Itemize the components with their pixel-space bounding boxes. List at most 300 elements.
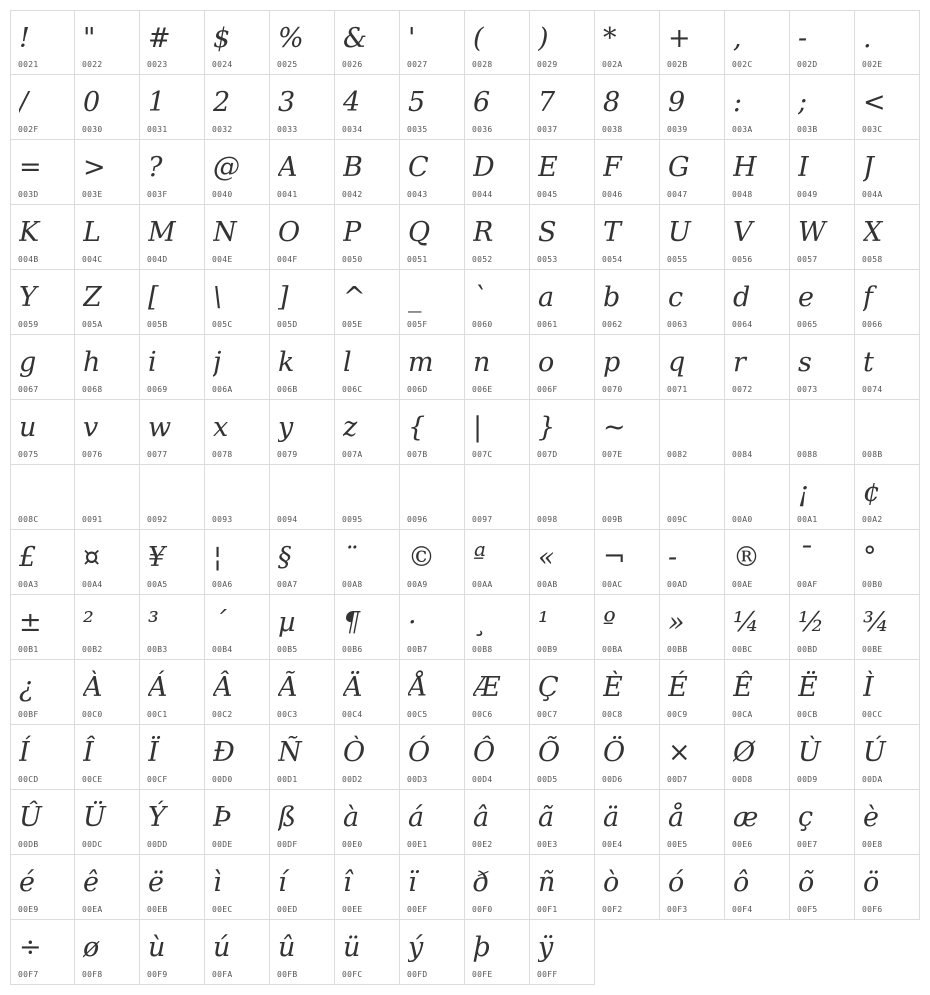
glyph-cell[interactable] (335, 10, 400, 75)
glyph-cell[interactable] (400, 790, 465, 855)
glyph-cell[interactable] (595, 140, 660, 205)
glyph-cell[interactable] (530, 75, 595, 140)
glyph-cell[interactable] (335, 270, 400, 335)
glyph-cell[interactable] (205, 790, 270, 855)
glyph-cell[interactable] (660, 335, 725, 400)
glyph-sample: 4 (343, 87, 361, 118)
glyph-sample: ô (733, 867, 750, 898)
glyph-code-label: 0095 (342, 515, 363, 524)
glyph-cell[interactable] (270, 530, 335, 595)
glyph-cell[interactable] (465, 660, 530, 725)
glyph-sample (733, 406, 787, 450)
glyph-cell[interactable] (725, 10, 790, 75)
glyph-cell[interactable] (725, 400, 790, 465)
glyph-code-label: 006E (472, 385, 493, 394)
glyph-cell[interactable] (400, 855, 465, 920)
glyph-cell[interactable] (75, 530, 140, 595)
glyph-cell[interactable] (140, 595, 205, 660)
glyph-code-label: 00E7 (797, 840, 818, 849)
glyph-sample: m (408, 347, 434, 378)
glyph-cell[interactable] (205, 855, 270, 920)
glyph-cell[interactable] (855, 10, 920, 75)
glyph-cell[interactable] (205, 595, 270, 660)
glyph-cell[interactable] (790, 335, 855, 400)
glyph-cell[interactable] (465, 140, 530, 205)
glyph-cell[interactable] (140, 10, 205, 75)
glyph-cell[interactable] (725, 855, 790, 920)
glyph-cell[interactable] (140, 140, 205, 205)
glyph-code-label: 0056 (732, 255, 753, 264)
glyph-cell[interactable] (335, 595, 400, 660)
glyph-cell[interactable] (725, 270, 790, 335)
glyph-cell[interactable] (855, 595, 920, 660)
glyph-cell[interactable] (75, 10, 140, 75)
glyph-cell[interactable] (400, 140, 465, 205)
glyph-cell[interactable] (530, 660, 595, 725)
glyph-cell[interactable] (595, 400, 660, 465)
glyph-code-label: 00F0 (472, 905, 493, 914)
glyph-code-label: 00C6 (472, 710, 493, 719)
glyph-code-label: 002E (862, 60, 883, 69)
glyph-sample: Ö (603, 737, 626, 768)
glyph-cell[interactable] (595, 75, 660, 140)
glyph-sample: _ (408, 282, 422, 313)
glyph-cell[interactable] (75, 725, 140, 790)
glyph-cell[interactable] (140, 920, 205, 985)
glyph-cell[interactable] (10, 10, 75, 75)
glyph-cell[interactable] (400, 335, 465, 400)
glyph-code-label: 0043 (407, 190, 428, 199)
glyph-cell[interactable] (270, 855, 335, 920)
glyph-cell[interactable] (205, 75, 270, 140)
glyph-code-label: 00C0 (82, 710, 103, 719)
glyph-cell[interactable] (140, 660, 205, 725)
glyph-sample: F (603, 152, 622, 183)
glyph-sample: æ (733, 802, 759, 833)
glyph-cell[interactable] (660, 595, 725, 660)
glyph-cell[interactable] (465, 465, 530, 530)
glyph-sample: ¼ (733, 607, 760, 638)
glyph-code-label: 00AB (537, 580, 558, 589)
glyph-cell[interactable] (140, 855, 205, 920)
glyph-cell[interactable] (725, 465, 790, 530)
glyph-code-label: 00D0 (212, 775, 233, 784)
glyph-cell[interactable] (140, 530, 205, 595)
glyph-cell[interactable] (790, 660, 855, 725)
glyph-cell[interactable] (335, 660, 400, 725)
glyph-cell[interactable] (205, 400, 270, 465)
glyph-cell[interactable] (335, 335, 400, 400)
glyph-sample: Ê (733, 672, 753, 703)
glyph-cell[interactable] (660, 205, 725, 270)
glyph-cell[interactable] (400, 530, 465, 595)
glyph-code-label: 002D (797, 60, 818, 69)
glyph-cell[interactable] (270, 660, 335, 725)
glyph-sample: Â (213, 672, 233, 703)
glyph-cell[interactable] (335, 920, 400, 985)
glyph-sample: Ù (798, 737, 821, 768)
glyph-cell[interactable] (530, 400, 595, 465)
glyph-sample: k (278, 347, 295, 378)
glyph-sample: B (343, 152, 363, 183)
glyph-cell[interactable] (270, 335, 335, 400)
glyph-cell[interactable] (465, 790, 530, 855)
glyph-cell[interactable] (140, 725, 205, 790)
glyph-sample: H (733, 152, 757, 183)
glyph-cell[interactable] (400, 205, 465, 270)
glyph-cell[interactable] (790, 855, 855, 920)
glyph-sample: Þ (213, 802, 232, 833)
glyph-cell[interactable] (855, 75, 920, 140)
glyph-code-label: 00FC (342, 970, 363, 979)
glyph-cell[interactable] (270, 465, 335, 530)
glyph-cell[interactable] (140, 205, 205, 270)
glyph-cell[interactable] (10, 140, 75, 205)
glyph-code-label: 008B (862, 450, 883, 459)
glyph-sample: ± (19, 607, 42, 638)
glyph-cell[interactable] (465, 595, 530, 660)
glyph-cell[interactable] (400, 660, 465, 725)
glyph-code-label: 00C7 (537, 710, 558, 719)
glyph-cell[interactable] (10, 725, 75, 790)
glyph-cell[interactable] (660, 270, 725, 335)
glyph-sample: ~ (603, 412, 626, 443)
glyph-cell[interactable] (790, 205, 855, 270)
glyph-cell[interactable] (75, 400, 140, 465)
glyph-cell[interactable] (75, 790, 140, 855)
glyph-cell[interactable] (725, 725, 790, 790)
glyph-cell[interactable] (725, 595, 790, 660)
glyph-cell[interactable] (335, 140, 400, 205)
glyph-cell[interactable] (725, 140, 790, 205)
glyph-code-label: 0040 (212, 190, 233, 199)
glyph-cell[interactable] (595, 205, 660, 270)
glyph-cell[interactable] (140, 465, 205, 530)
glyph-cell[interactable] (530, 725, 595, 790)
glyph-cell[interactable] (335, 530, 400, 595)
glyph-code-label: 007D (537, 450, 558, 459)
glyph-sample: + (668, 23, 691, 54)
glyph-code-label: 00AE (732, 580, 753, 589)
glyph-cell[interactable] (10, 465, 75, 530)
glyph-cell[interactable] (855, 530, 920, 595)
glyph-cell[interactable] (400, 75, 465, 140)
glyph-cell[interactable] (855, 205, 920, 270)
glyph-cell[interactable] (10, 335, 75, 400)
glyph-cell[interactable] (205, 920, 270, 985)
glyph-cell[interactable] (140, 790, 205, 855)
glyph-cell[interactable] (75, 855, 140, 920)
glyph-cell[interactable] (660, 140, 725, 205)
glyph-cell[interactable] (205, 10, 270, 75)
glyph-cell[interactable] (855, 465, 920, 530)
glyph-cell[interactable] (790, 140, 855, 205)
glyph-cell[interactable] (205, 205, 270, 270)
glyph-cell[interactable] (465, 400, 530, 465)
glyph-cell[interactable] (855, 725, 920, 790)
glyph-cell[interactable] (465, 270, 530, 335)
glyph-cell[interactable] (335, 465, 400, 530)
glyph-cell[interactable] (660, 855, 725, 920)
glyph-sample: Ä (343, 672, 363, 703)
glyph-code-label: 00E8 (862, 840, 883, 849)
glyph-code-label: 00FF (537, 970, 558, 979)
glyph-sample (863, 406, 917, 450)
glyph-cell[interactable] (530, 595, 595, 660)
glyph-cell[interactable] (530, 465, 595, 530)
glyph-cell[interactable] (855, 335, 920, 400)
glyph-cell[interactable] (790, 465, 855, 530)
glyph-sample: ü (343, 932, 361, 963)
glyph-code-label: 00B5 (277, 645, 298, 654)
glyph-cell[interactable] (335, 855, 400, 920)
glyph-cell[interactable] (530, 10, 595, 75)
glyph-cell[interactable] (205, 270, 270, 335)
glyph-cell[interactable] (10, 75, 75, 140)
glyph-cell[interactable] (855, 660, 920, 725)
glyph-cell[interactable] (595, 790, 660, 855)
glyph-code-label: 003D (18, 190, 39, 199)
glyph-cell[interactable] (790, 790, 855, 855)
glyph-cell[interactable] (660, 400, 725, 465)
glyph-code-label: 002A (602, 60, 623, 69)
glyph-sample: Q (408, 217, 431, 248)
glyph-sample: E (538, 152, 558, 183)
glyph-cell[interactable] (465, 855, 530, 920)
glyph-cell[interactable] (595, 335, 660, 400)
glyph-sample: Ý (148, 802, 166, 833)
glyph-cell[interactable] (790, 75, 855, 140)
glyph-cell[interactable] (725, 335, 790, 400)
glyph-code-label: 00F3 (667, 905, 688, 914)
glyph-cell[interactable] (400, 725, 465, 790)
glyph-code-label: 00CD (18, 775, 39, 784)
glyph-cell[interactable] (270, 270, 335, 335)
glyph-cell[interactable] (855, 400, 920, 465)
glyph-cell[interactable] (270, 595, 335, 660)
glyph-sample: ù (148, 932, 166, 963)
glyph-code-label: 00F8 (82, 970, 103, 979)
glyph-cell[interactable] (10, 790, 75, 855)
glyph-code-label: 009B (602, 515, 623, 524)
glyph-cell[interactable] (465, 10, 530, 75)
glyph-cell[interactable] (465, 725, 530, 790)
glyph-cell[interactable] (75, 140, 140, 205)
glyph-cell[interactable] (400, 400, 465, 465)
glyph-code-label: 0025 (277, 60, 298, 69)
glyph-cell[interactable] (270, 400, 335, 465)
glyph-cell[interactable] (10, 595, 75, 660)
glyph-sample: è (863, 802, 879, 833)
glyph-cell[interactable] (335, 75, 400, 140)
glyph-cell[interactable] (790, 10, 855, 75)
glyph-code-label: 0068 (82, 385, 103, 394)
glyph-cell[interactable] (75, 270, 140, 335)
glyph-cell[interactable] (595, 855, 660, 920)
glyph-cell[interactable] (270, 75, 335, 140)
glyph-cell[interactable] (465, 530, 530, 595)
glyph-code-label: 0048 (732, 190, 753, 199)
glyph-code-label: 00F6 (862, 905, 883, 914)
glyph-code-label: 00F4 (732, 905, 753, 914)
glyph-sample: c (668, 282, 684, 313)
glyph-cell[interactable] (10, 855, 75, 920)
glyph-cell[interactable] (790, 595, 855, 660)
glyph-cell[interactable] (595, 660, 660, 725)
glyph-cell[interactable] (400, 920, 465, 985)
glyph-cell[interactable] (10, 530, 75, 595)
glyph-cell[interactable] (270, 790, 335, 855)
glyph-cell[interactable] (530, 270, 595, 335)
glyph-cell[interactable] (595, 270, 660, 335)
glyph-cell[interactable] (140, 75, 205, 140)
glyph-cell[interactable] (10, 920, 75, 985)
glyph-cell[interactable] (855, 140, 920, 205)
glyph-sample: ² (83, 607, 94, 638)
glyph-sample: Û (19, 802, 42, 833)
glyph-cell[interactable] (75, 660, 140, 725)
glyph-cell[interactable] (400, 10, 465, 75)
glyph-sample (798, 406, 852, 450)
glyph-cell[interactable] (400, 595, 465, 660)
glyph-cell[interactable] (660, 530, 725, 595)
glyph-cell[interactable] (205, 335, 270, 400)
glyph-code-label: 00EE (342, 905, 363, 914)
glyph-code-label: 00B3 (147, 645, 168, 654)
glyph-cell[interactable] (75, 465, 140, 530)
glyph-code-label: 0050 (342, 255, 363, 264)
glyph-cell[interactable] (725, 205, 790, 270)
glyph-cell[interactable] (595, 10, 660, 75)
glyph-cell[interactable] (465, 920, 530, 985)
glyph-cell[interactable] (270, 920, 335, 985)
glyph-cell[interactable] (75, 335, 140, 400)
glyph-cell[interactable] (335, 725, 400, 790)
glyph-cell[interactable] (10, 400, 75, 465)
glyph-cell[interactable] (10, 205, 75, 270)
glyph-cell[interactable] (660, 75, 725, 140)
glyph-sample: G (668, 152, 690, 183)
glyph-cell[interactable] (205, 530, 270, 595)
glyph-cell[interactable] (595, 725, 660, 790)
glyph-cell[interactable] (855, 855, 920, 920)
glyph-code-label: 00E0 (342, 840, 363, 849)
glyph-sample: â (473, 802, 490, 833)
glyph-sample: é (19, 867, 35, 898)
glyph-code-label: 003B (797, 125, 818, 134)
glyph-cell[interactable] (530, 205, 595, 270)
glyph-sample (278, 471, 332, 515)
glyph-sample: S (538, 217, 557, 248)
glyph-cell[interactable] (205, 725, 270, 790)
glyph-cell[interactable] (465, 75, 530, 140)
glyph-code-label: 00AD (667, 580, 688, 589)
glyph-sample: ? (148, 152, 163, 183)
glyph-code-label: 00E4 (602, 840, 623, 849)
glyph-cell[interactable] (335, 790, 400, 855)
glyph-code-label: 004D (147, 255, 168, 264)
glyph-sample: ï (408, 867, 417, 898)
glyph-cell[interactable] (270, 140, 335, 205)
glyph-cell[interactable] (270, 205, 335, 270)
glyph-cell[interactable] (660, 660, 725, 725)
glyph-cell[interactable] (790, 530, 855, 595)
glyph-code-label: 00CA (732, 710, 753, 719)
glyph-cell[interactable] (335, 400, 400, 465)
glyph-cell[interactable] (75, 595, 140, 660)
glyph-cell[interactable] (75, 205, 140, 270)
glyph-cell[interactable] (595, 465, 660, 530)
glyph-cell[interactable] (205, 465, 270, 530)
glyph-code-label: 009C (667, 515, 688, 524)
glyph-cell[interactable] (335, 205, 400, 270)
glyph-cell[interactable] (205, 660, 270, 725)
glyph-cell[interactable] (530, 335, 595, 400)
glyph-cell[interactable] (595, 595, 660, 660)
glyph-cell[interactable] (595, 530, 660, 595)
glyph-cell[interactable] (855, 270, 920, 335)
glyph-cell[interactable] (725, 790, 790, 855)
glyph-cell[interactable] (10, 270, 75, 335)
glyph-code-label: 00BA (602, 645, 623, 654)
glyph-cell[interactable] (270, 10, 335, 75)
glyph-cell[interactable] (530, 790, 595, 855)
glyph-sample: r (733, 347, 746, 378)
glyph-cell[interactable] (855, 790, 920, 855)
glyph-cell[interactable] (660, 790, 725, 855)
glyph-code-label: 0051 (407, 255, 428, 264)
glyph-cell[interactable] (10, 660, 75, 725)
glyph-code-label: 00BE (862, 645, 883, 654)
glyph-code-label: 004F (277, 255, 298, 264)
glyph-code-label: 00A7 (277, 580, 298, 589)
glyph-cell[interactable] (75, 920, 140, 985)
glyph-sample: Æ (473, 672, 501, 703)
glyph-cell[interactable] (790, 725, 855, 790)
glyph-cell[interactable] (400, 465, 465, 530)
glyph-cell[interactable] (465, 205, 530, 270)
glyph-cell[interactable] (725, 530, 790, 595)
glyph-cell[interactable] (400, 270, 465, 335)
glyph-sample (473, 471, 527, 515)
glyph-sample: < (863, 87, 886, 118)
glyph-cell[interactable] (140, 335, 205, 400)
glyph-cell[interactable] (530, 920, 595, 985)
glyph-sample: ) (538, 23, 549, 54)
glyph-cell[interactable] (140, 400, 205, 465)
glyph-cell[interactable] (530, 855, 595, 920)
glyph-cell[interactable] (270, 725, 335, 790)
glyph-cell[interactable] (660, 725, 725, 790)
glyph-cell[interactable] (725, 660, 790, 725)
glyph-cell[interactable] (660, 10, 725, 75)
glyph-cell[interactable] (725, 75, 790, 140)
glyph-cell[interactable] (75, 75, 140, 140)
glyph-sample: ¾ (863, 607, 890, 638)
glyph-cell[interactable] (530, 530, 595, 595)
glyph-cell[interactable] (530, 140, 595, 205)
glyph-code-label: 0045 (537, 190, 558, 199)
glyph-cell[interactable] (660, 465, 725, 530)
glyph-code-label: 00F7 (18, 970, 39, 979)
glyph-cell[interactable] (140, 270, 205, 335)
glyph-cell[interactable] (790, 400, 855, 465)
glyph-code-label: 0063 (667, 320, 688, 329)
glyph-cell[interactable] (790, 270, 855, 335)
glyph-cell[interactable] (465, 335, 530, 400)
glyph-sample: § (278, 542, 292, 573)
glyph-cell[interactable] (205, 140, 270, 205)
